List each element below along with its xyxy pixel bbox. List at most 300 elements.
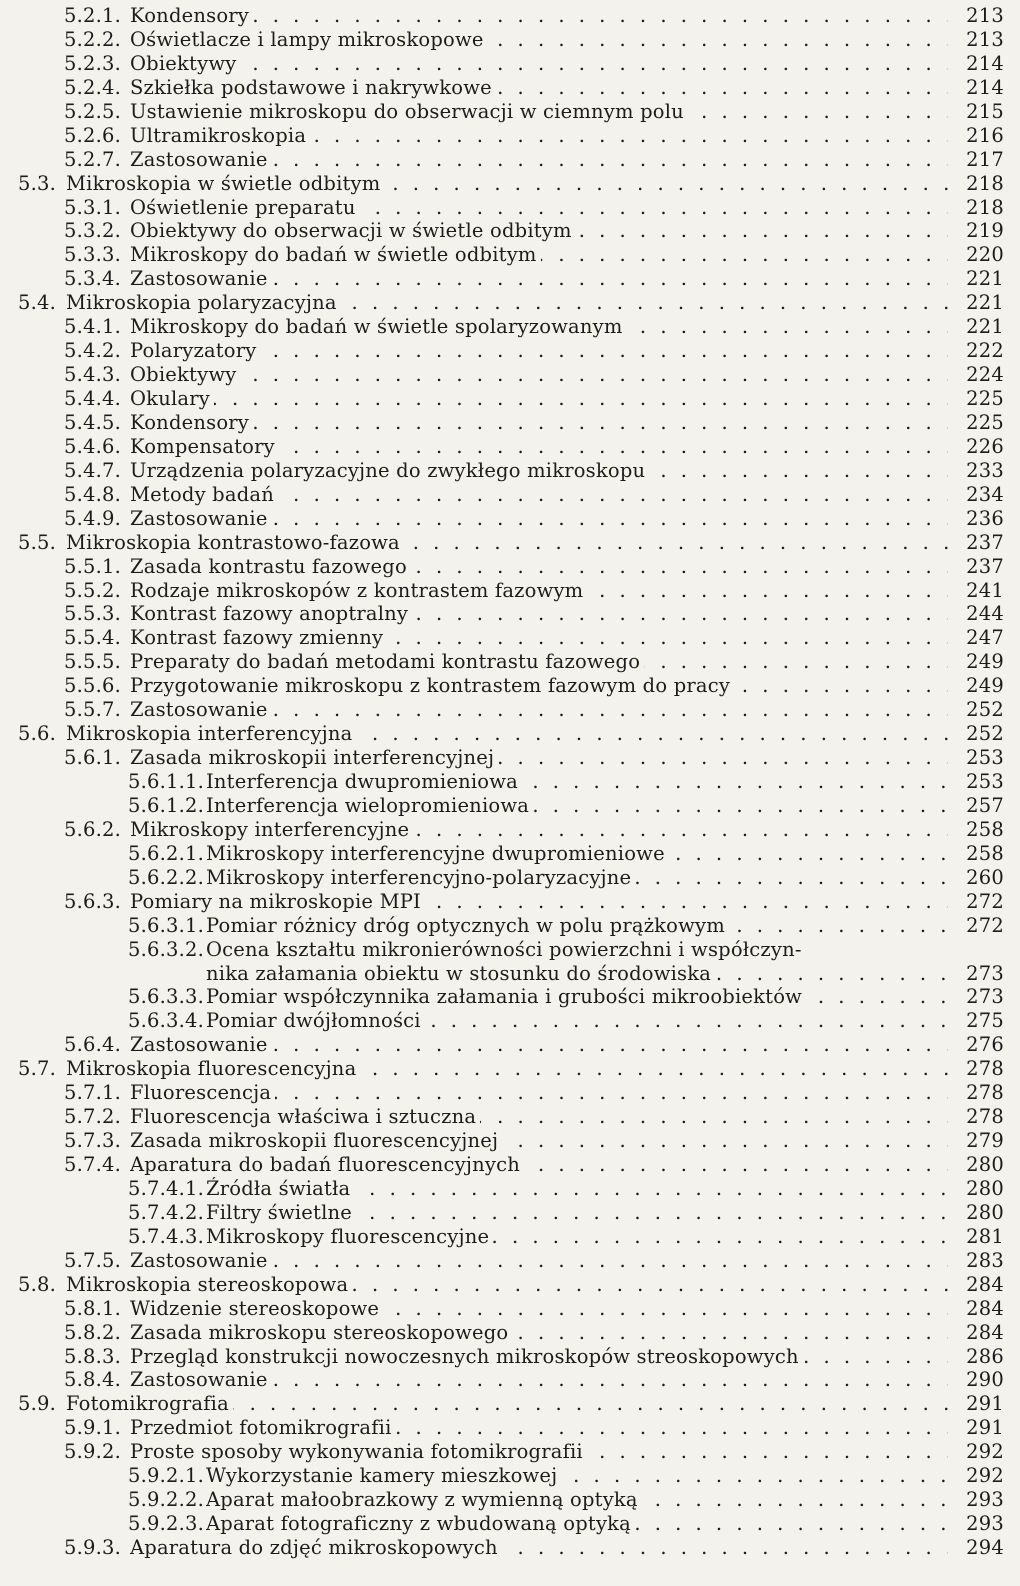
toc-entry-page: 273: [966, 961, 1004, 985]
toc-entry: [0, 196, 1004, 220]
toc-entry: [0, 985, 1004, 1009]
toc-entry-title: [130, 698, 948, 722]
toc-entry-page: 284: [966, 1272, 1004, 1296]
toc-entry: [0, 76, 1004, 100]
toc-entry-title-text: Kontrast fazowy anoptralny: [130, 602, 412, 625]
toc-entry-title: [130, 411, 948, 435]
toc-entry-title: [130, 1536, 948, 1560]
toc-entry-title-text: Mikroskopia interferencyjna: [66, 722, 356, 745]
toc-entry-page: 292: [966, 1464, 1004, 1488]
toc-entry-title: [130, 579, 948, 603]
toc-entry: [0, 4, 1004, 28]
toc-entry-title: [130, 459, 948, 483]
toc-entry-title-text: Kontrast fazowy zmienny: [130, 626, 387, 649]
toc-entry-title-text: Zastosowanie: [130, 698, 272, 721]
toc-entry-number: 5.8.2.: [64, 1320, 122, 1344]
toc-entry-title-text: Zastosowanie: [130, 507, 272, 530]
toc-entry-page: 258: [966, 817, 1004, 841]
toc-entry-number: 5.6.3.4.: [128, 1009, 205, 1033]
toc-entry-title: [130, 1440, 948, 1464]
toc-entry: [0, 172, 1004, 196]
toc-entry-number: 5.3.: [18, 171, 57, 195]
toc-entry-title: [206, 1201, 948, 1225]
toc-entry-number: 5.4.8.: [64, 482, 122, 506]
toc-entry-title: [130, 243, 948, 267]
toc-entry-page: 225: [966, 387, 1004, 410]
toc-entry-page: 236: [966, 506, 1004, 530]
toc-entry-page: 222: [966, 339, 1004, 363]
toc-entry-title-text: Widzenie stereoskopowe: [130, 1297, 383, 1320]
toc-entry: [0, 698, 1004, 722]
toc-entry-page: 244: [966, 602, 1004, 626]
toc-entry-title-text: Fluorescencja: [130, 1081, 275, 1104]
toc-entry-number: 5.6.2.: [64, 817, 122, 841]
toc-entry-number: 5.6.3.3.: [128, 985, 205, 1009]
toc-entry-title: [66, 1273, 948, 1297]
toc-entry-page: 284: [966, 1296, 1004, 1320]
toc-entry: [0, 1057, 1004, 1081]
toc-entry: [0, 890, 1004, 914]
toc-entry-page: 237: [966, 530, 1004, 554]
toc-entry-title-text: Pomiary na mikroskopie MPI: [130, 890, 425, 913]
toc-entry-page: 260: [966, 865, 1004, 889]
toc-entry: [0, 818, 1004, 842]
toc-entry: [0, 1440, 1004, 1464]
toc-entry-number: 5.5.7.: [64, 698, 122, 722]
toc-entry: [0, 1273, 1004, 1297]
toc-entry: [0, 1105, 1004, 1129]
toc-entry-title-text: Preparaty do badań metodami kontrastu fazowego: [130, 650, 644, 673]
toc-entry-page: 221: [966, 315, 1004, 339]
toc-entry-page: 213: [966, 27, 1004, 51]
toc-entry-number: 5.8.: [18, 1272, 57, 1296]
toc-entry-title: [130, 674, 948, 698]
toc-entry-number: 5.7.1.: [64, 1081, 122, 1105]
toc-entry-page: 279: [966, 1129, 1004, 1153]
toc-entry-number: 5.2.5.: [64, 99, 122, 123]
toc-entry-number: 5.9.2.: [64, 1440, 122, 1464]
toc-entry-title-text: Mikroskopy do badań w świetle spolaryzowanym: [130, 315, 627, 338]
toc-entry-page: 233: [966, 458, 1004, 482]
toc-entry-number: 5.4.7.: [64, 458, 122, 482]
toc-entry-page: 249: [966, 650, 1004, 674]
toc-entry-page: 217: [966, 147, 1004, 171]
toc-entry-page: 253: [966, 746, 1004, 770]
toc-entry-number: 5.9.2.2.: [128, 1488, 205, 1512]
toc-entry-title: [130, 507, 948, 531]
toc-entry-number: 5.2.7.: [64, 147, 122, 171]
toc-entry-number: 5.7.4.3.: [128, 1224, 205, 1248]
toc-entry-title-text: Zastosowanie: [130, 1368, 272, 1391]
toc-entry: [0, 579, 1004, 603]
toc-entry-title: [130, 650, 948, 674]
toc-entry-title-text: Mikroskopia w świetle odbitym: [66, 172, 384, 195]
toc-entry-page: 278: [966, 1105, 1004, 1129]
toc-entry-title-text: Oświetlenie preparatu: [130, 196, 360, 219]
toc-entry-title: [130, 148, 948, 172]
toc-entry-title: [130, 76, 948, 100]
toc-entry: [0, 291, 1004, 315]
toc-entry: [0, 770, 1004, 794]
toc-entry-title: [130, 1345, 948, 1369]
toc-entry-title-text: nika załamania obiektu w stosunku do środowiska: [206, 962, 715, 985]
toc-entry-page: 226: [966, 434, 1004, 458]
toc-entry: [0, 483, 1004, 507]
toc-entry: [0, 100, 1004, 124]
toc-entry: [0, 794, 1004, 818]
toc-entry-number: 5.6.4.: [64, 1033, 122, 1057]
toc-entry-title-text: Aparatura do badań fluorescencyjnych: [130, 1153, 524, 1176]
toc-entry-title-text: Filtry świetlne: [206, 1201, 356, 1224]
toc-entry-title-text: Mikroskopia stereoskopowa: [66, 1273, 352, 1296]
toc-entry-title: [130, 196, 948, 220]
toc-entry-page: 291: [966, 1416, 1004, 1440]
toc-entry-title: [130, 1297, 948, 1321]
toc-entry-title-text: Obiektywy: [130, 52, 240, 75]
toc-entry-page: 249: [966, 674, 1004, 698]
toc-entry-number: 5.2.3.: [64, 51, 122, 75]
toc-entry-title-text: Pomiar współczynnika załamania i grubości mikroobiektów: [206, 985, 806, 1008]
toc-entry-title: [206, 770, 948, 794]
toc-entry-title: [130, 267, 948, 291]
table-of-contents: [0, 4, 1004, 1560]
toc-entry-page: 237: [966, 554, 1004, 578]
toc-entry: [0, 842, 1004, 866]
toc-entry-number: 5.8.1.: [64, 1296, 122, 1320]
toc-entry-title: [130, 818, 948, 842]
toc-entry-title-text: Wykorzystanie kamery mieszkowej: [206, 1464, 561, 1487]
toc-entry-title-text: Przygotowanie mikroskopu z kontrastem fazowym do pracy: [130, 674, 734, 697]
toc-entry-number: 5.8.3.: [64, 1344, 122, 1368]
toc-entry: [0, 219, 1004, 243]
toc-entry: [0, 866, 1004, 890]
toc-entry-page: 275: [966, 1009, 1004, 1033]
toc-entry-page: 292: [966, 1440, 1004, 1464]
toc-entry-title-text: Zasada kontrastu fazowego: [130, 555, 411, 578]
toc-entry-title-text: Interferencja wielopromieniowa: [206, 794, 533, 817]
toc-entry-number: 5.6.2.2.: [128, 865, 205, 889]
toc-entry: [0, 1201, 1004, 1225]
toc-entry-page: 278: [966, 1081, 1004, 1105]
toc-entry-title: [130, 4, 948, 28]
toc-entry-title-text: Źródła światła: [206, 1177, 354, 1200]
toc-entry-title-text: Fluorescencja właściwa i sztuczna: [130, 1105, 480, 1128]
toc-entry-title-text: Przedmiot fotomikrografii: [130, 1416, 396, 1439]
toc-entry-title-text: Zastosowanie: [130, 1249, 272, 1272]
toc-entry-page: 273: [966, 985, 1004, 1009]
toc-entry-title: [130, 890, 948, 914]
toc-entry-title: [206, 1177, 948, 1201]
toc-entry-number: 5.6.1.2.: [128, 793, 205, 817]
toc-entry-title-text: Obiektywy do obserwacji w świetle odbitym: [130, 219, 576, 242]
toc-entry-title-text: Pomiar dwójłomności: [206, 1009, 425, 1032]
toc-entry: [0, 1129, 1004, 1153]
toc-entry: [0, 1225, 1004, 1249]
toc-entry-title-text: Aparat małoobrazkowy z wymienną optyką: [206, 1488, 642, 1511]
toc-entry-page: 218: [966, 195, 1004, 219]
toc-entry: [0, 1488, 1004, 1512]
toc-entry: [0, 1177, 1004, 1201]
toc-entry-number: 5.4.2.: [64, 339, 122, 363]
toc-entry-title: [130, 1033, 948, 1057]
toc-entry-title-text: Zasada mikroskopu stereoskopowego: [130, 1321, 512, 1344]
toc-entry-number: 5.5.5.: [64, 650, 122, 674]
toc-entry: [0, 507, 1004, 531]
toc-entry: [0, 1536, 1004, 1560]
toc-entry-number: 5.4.6.: [64, 434, 122, 458]
toc-entry-page: 281: [966, 1224, 1004, 1248]
toc-entry-title: [206, 842, 948, 866]
toc-entry-title: [130, 124, 948, 148]
toc-entry-title: [130, 315, 948, 339]
toc-entry-title-text: Oświetlacze i lampy mikroskopowe: [130, 28, 488, 51]
toc-entry: [0, 746, 1004, 770]
toc-entry-title-text: Aparat fotograficzny z wbudowaną optyką: [206, 1512, 635, 1535]
toc-entry-title: [130, 363, 948, 387]
toc-entry-title: [206, 866, 948, 890]
toc-entry-page: 272: [966, 913, 1004, 937]
toc-entry-number: 5.3.2.: [64, 219, 122, 243]
toc-entry-number: 5.9.3.: [64, 1536, 122, 1559]
toc-entry: [0, 315, 1004, 339]
toc-entry-title: [130, 1249, 948, 1273]
toc-entry: [0, 1464, 1004, 1488]
toc-entry-page: 272: [966, 889, 1004, 913]
toc-entry-number: 5.7.4.: [64, 1153, 122, 1176]
toc-entry-title-text: Urządzenia polaryzacyjne do zwykłego mikroskopu: [130, 459, 649, 482]
toc-entry: [0, 938, 1004, 962]
toc-entry-number: 5.2.4.: [64, 75, 122, 99]
toc-entry: [0, 914, 1004, 938]
toc-entry: [0, 243, 1004, 267]
toc-entry-number: 5.4.1.: [64, 315, 122, 339]
toc-entry-page: 258: [966, 841, 1004, 865]
toc-entry-title-text: Ultramikroskopia: [130, 124, 310, 147]
toc-entry-number: 5.6.1.1.: [128, 770, 205, 793]
toc-entry-number: 5.5.3.: [64, 602, 122, 626]
toc-entry-number: 5.5.6.: [64, 674, 122, 698]
toc-entry: [0, 555, 1004, 579]
toc-entry-page: 213: [966, 4, 1004, 27]
toc-entry-title-text: Proste sposoby wykonywania fotomikrografii: [130, 1440, 587, 1463]
toc-entry-page: 219: [966, 219, 1004, 243]
toc-entry: [0, 52, 1004, 76]
toc-entry: [0, 267, 1004, 291]
toc-entry-page: 214: [966, 75, 1004, 99]
toc-entry-title: [206, 985, 948, 1009]
toc-entry: [0, 962, 1004, 986]
toc-entry-number: 5.2.1.: [64, 4, 122, 27]
toc-entry-title-text: Szkiełka podstawowe i nakrywkowe: [130, 76, 496, 99]
toc-entry-number: 5.4.5.: [64, 410, 122, 434]
toc-entry-title: [130, 1321, 948, 1345]
toc-entry-number: 5.7.3.: [64, 1129, 122, 1153]
toc-entry-number: 5.9.1.: [64, 1416, 122, 1440]
toc-entry-page: 293: [966, 1488, 1004, 1512]
toc-entry-number: 5.6.3.1.: [128, 913, 205, 937]
toc-entry-title-text: Mikroskopia kontrastowo-fazowa: [66, 531, 404, 554]
toc-entry-title-text: Zastosowanie: [130, 267, 272, 290]
toc-entry-number: 5.6.: [18, 722, 57, 746]
toc-entry: [0, 674, 1004, 698]
toc-entry-page: 283: [966, 1248, 1004, 1272]
toc-entry-page: 234: [966, 482, 1004, 506]
toc-entry: [0, 1033, 1004, 1057]
toc-entry-title-text: Mikroskopy interferencyjne: [130, 818, 413, 841]
toc-entry-page: 220: [966, 243, 1004, 267]
toc-entry-title-text: Okulary: [130, 387, 214, 410]
toc-entry-title-text: Mikroskopy fluorescencyjne: [206, 1225, 493, 1248]
toc-entry: [0, 1345, 1004, 1369]
toc-entry-title: [130, 746, 948, 770]
toc-entry: [0, 1321, 1004, 1345]
toc-entry-title: [130, 219, 948, 243]
toc-entry-title-text: Mikroskopy do badań w świetle odbitym: [130, 243, 541, 266]
toc-entry-page: 294: [966, 1536, 1004, 1559]
toc-entry-title-text: Zastosowanie: [130, 148, 272, 171]
toc-entry-number: 5.7.: [18, 1057, 57, 1081]
toc-entry: [0, 363, 1004, 387]
toc-entry-title: [130, 1153, 948, 1177]
toc-entry-page: 221: [966, 291, 1004, 315]
toc-entry-number: 5.7.2.: [64, 1105, 122, 1129]
toc-entry-title: [130, 483, 948, 507]
toc-entry-page: 276: [966, 1033, 1004, 1057]
toc-entry-page: 280: [966, 1200, 1004, 1224]
toc-entry: [0, 1081, 1004, 1105]
toc-entry-title: [206, 914, 948, 938]
toc-entry-page: 253: [966, 770, 1004, 793]
toc-entry-title: [206, 1464, 948, 1488]
toc-entry: [0, 459, 1004, 483]
toc-entry-number: 5.3.3.: [64, 243, 122, 267]
toc-entry-page: 225: [966, 410, 1004, 434]
toc-entry-title: [206, 1488, 948, 1512]
toc-entry-title-text: Ocena kształtu mikronierówności powierzchni i współczyn-: [206, 938, 806, 961]
toc-entry-title-text: Mikroskopy interferencyjne dwupromieniowe: [206, 842, 669, 865]
toc-entry-page: 247: [966, 626, 1004, 650]
toc-entry-title: [66, 291, 948, 315]
toc-entry-title-text: Mikroskopy interferencyjno-polaryzacyjne: [206, 866, 635, 889]
toc-entry-page: 280: [966, 1153, 1004, 1176]
toc-entry-title: [130, 387, 948, 411]
toc-entry-title-text: Kondensory: [130, 4, 253, 27]
toc-entry-number: 5.4.3.: [64, 363, 122, 387]
toc-entry-page: 286: [966, 1344, 1004, 1368]
toc-entry-page: 280: [966, 1176, 1004, 1200]
toc-entry-number: 5.7.4.2.: [128, 1200, 205, 1224]
toc-entry: [0, 722, 1004, 746]
toc-entry-title: [130, 28, 948, 52]
toc-entry-title-text: Zasada mikroskopii interferencyjnej: [130, 746, 498, 769]
toc-entry: [0, 435, 1004, 459]
toc-entry-title: [130, 100, 948, 124]
toc-entry-number: 5.6.3.2.: [128, 937, 205, 961]
toc-entry-title: [206, 1512, 948, 1536]
toc-entry: [0, 124, 1004, 148]
toc-entry: [0, 1416, 1004, 1440]
toc-entry-page: 290: [966, 1368, 1004, 1392]
toc-entry-page: 224: [966, 363, 1004, 387]
toc-entry-page: 216: [966, 123, 1004, 147]
toc-entry-number: 5.5.1.: [64, 554, 122, 578]
toc-entry-number: 5.5.2.: [64, 578, 122, 602]
toc-entry-title: [130, 52, 948, 76]
toc-entry-title: [130, 602, 948, 626]
toc-entry-number: 5.4.: [18, 291, 57, 315]
toc-entry-page: 257: [966, 793, 1004, 817]
toc-entry-page: 291: [966, 1392, 1004, 1416]
toc-entry-title: [66, 1392, 948, 1416]
toc-entry-title: [206, 1009, 948, 1033]
toc-entry-title-text: Obiektywy: [130, 363, 240, 386]
toc-entry-title-text: Kondensory: [130, 411, 253, 434]
toc-entry: [0, 1368, 1004, 1392]
toc-entry-page: 252: [966, 722, 1004, 746]
toc-entry-title-text: Przegląd konstrukcji nowoczesnych mikroskopów streoskopowych: [130, 1345, 803, 1368]
toc-entry-page: 218: [966, 171, 1004, 195]
toc-entry: [0, 1249, 1004, 1273]
toc-entry-page: 293: [966, 1512, 1004, 1536]
toc-entry: [0, 339, 1004, 363]
toc-entry-number: 5.2.2.: [64, 27, 122, 51]
toc-entry-number: 5.4.4.: [64, 387, 122, 410]
toc-entry-number: 5.5.: [18, 530, 57, 554]
toc-entry: [0, 531, 1004, 555]
toc-entry-title-text: Ustawienie mikroskopu do obserwacji w ciemnym polu: [130, 100, 688, 123]
toc-entry-title: [66, 1057, 948, 1081]
toc-entry-page: 278: [966, 1057, 1004, 1081]
toc-entry-page: 215: [966, 99, 1004, 123]
toc-entry-title: [130, 555, 948, 579]
toc-entry-title-text: Fotomikrografia: [66, 1392, 233, 1415]
toc-entry-number: 5.3.1.: [64, 195, 122, 219]
toc-entry-title: [130, 435, 948, 459]
toc-entry: [0, 1297, 1004, 1321]
toc-entry-number: 5.3.4.: [64, 267, 122, 291]
toc-entry-number: 5.6.2.1.: [128, 841, 205, 865]
toc-entry-title: [130, 1368, 948, 1392]
toc-entry: [0, 626, 1004, 650]
toc-entry-number: 5.5.4.: [64, 626, 122, 650]
toc-entry-title: [130, 1081, 948, 1105]
toc-entry: [0, 1512, 1004, 1536]
toc-entry-title: [66, 531, 948, 555]
toc-entry-number: 5.7.4.1.: [128, 1176, 205, 1200]
toc-entry-number: 5.6.3.: [64, 889, 122, 913]
toc-entry-title: [206, 938, 948, 962]
toc-entry-title: [130, 339, 948, 363]
toc-entry-title: [206, 794, 948, 818]
toc-entry-title-text: Rodzaje mikroskopów z kontrastem fazowym: [130, 579, 587, 602]
toc-entry-number: 5.9.: [18, 1392, 57, 1416]
toc-entry-title-text: Mikroskopia fluorescencyjna: [66, 1057, 360, 1080]
toc-entry-title: [66, 172, 948, 196]
toc-entry-title-text: Zasada mikroskopii fluorescencyjnej: [130, 1129, 502, 1152]
toc-entry-number: 5.8.4.: [64, 1368, 122, 1392]
toc-entry-title-text: Mikroskopia polaryzacyjna: [66, 291, 341, 314]
toc-entry-title: [130, 626, 948, 650]
toc-entry-number: 5.7.5.: [64, 1248, 122, 1272]
toc-entry: [0, 1153, 1004, 1177]
toc-entry-title: [206, 1225, 948, 1249]
toc-entry-title-text: Metody badań: [130, 483, 278, 506]
toc-entry-title: [206, 962, 948, 986]
toc-entry: [0, 28, 1004, 52]
toc-entry-page: 241: [966, 578, 1004, 602]
toc-entry: [0, 1392, 1004, 1416]
toc-entry-title: [130, 1416, 948, 1440]
